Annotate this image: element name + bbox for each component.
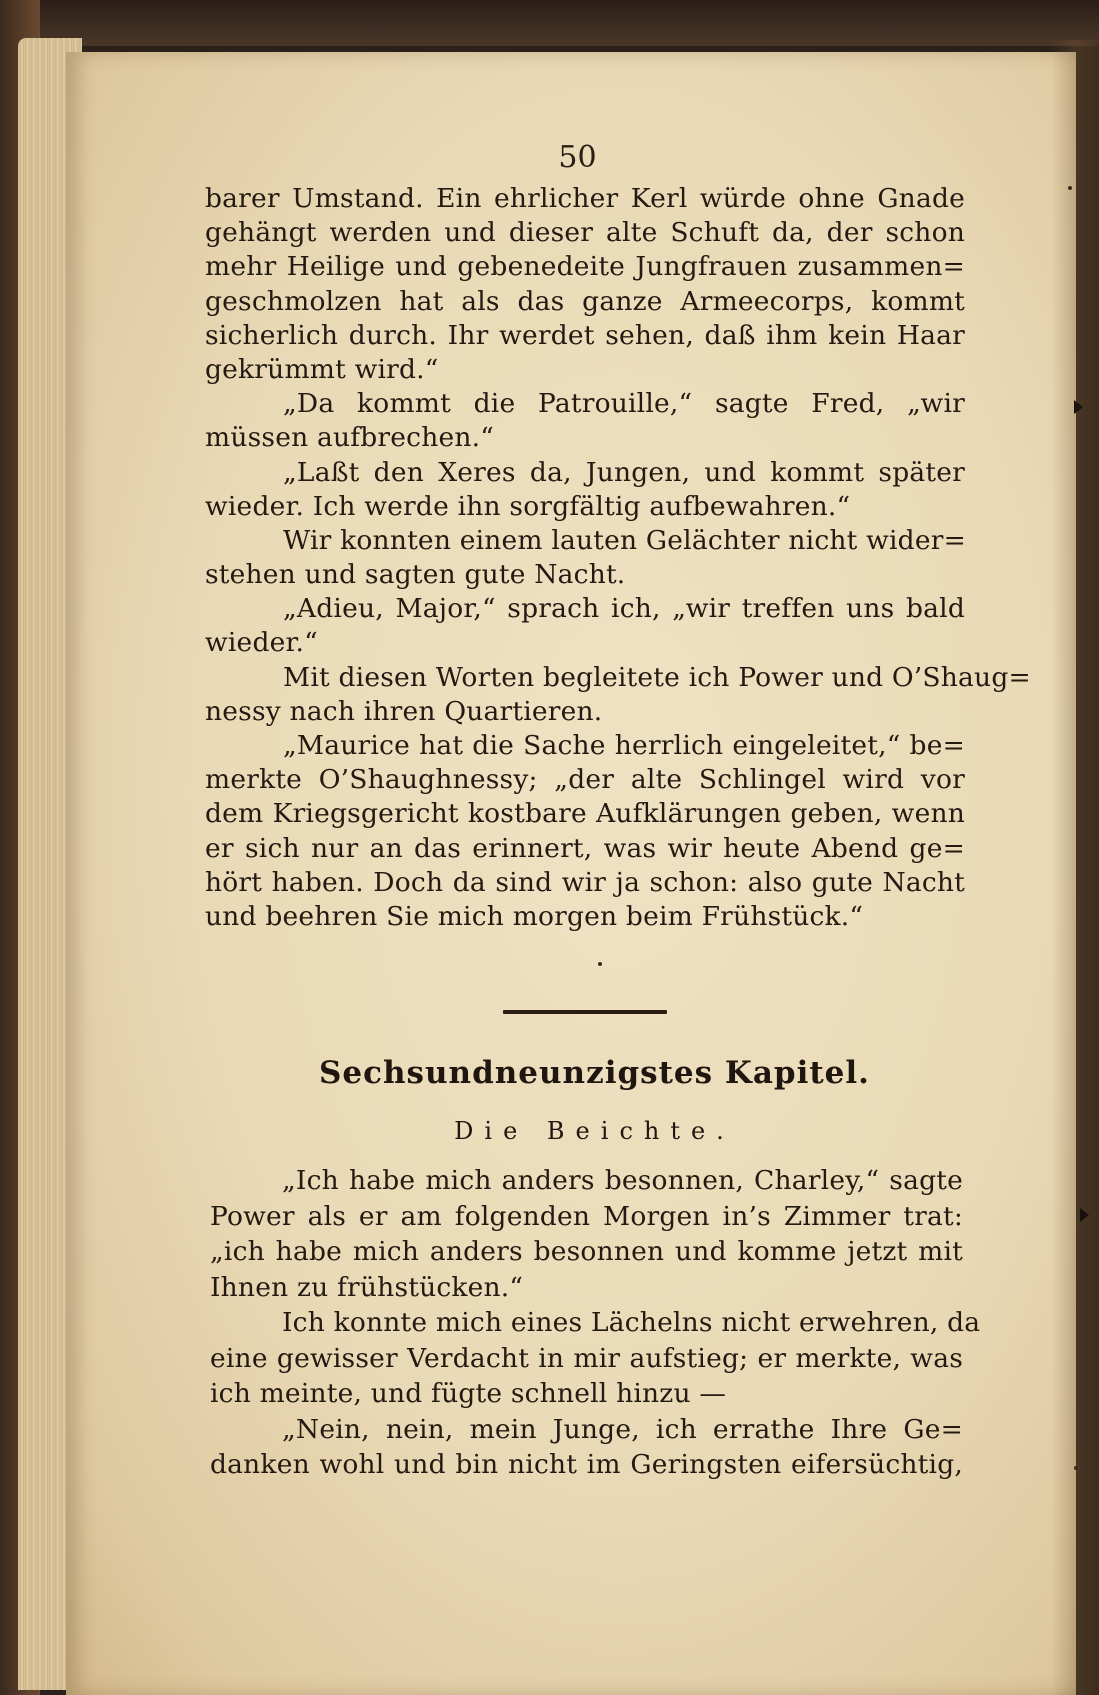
text-line: dem Kriegsgericht kostbare Aufklärungen geben, wenn [205, 798, 965, 830]
margin-speck [1068, 186, 1072, 190]
text-line: merkte O’Shaughnessy; „der alte Schlingel wird vor [205, 764, 965, 796]
text-line: Power als er am folgenden Morgen in’s Zimmer trat: [210, 1200, 963, 1232]
text-line: Ich konnte mich eines Lächelns nicht erwehren, da [282, 1307, 981, 1338]
text-line: eine gewisser Verdacht in mir aufstieg; er merkte, was [210, 1342, 963, 1374]
text-line: Wir konnten einem lauten Gelächter nicht wider= [283, 524, 966, 556]
text-line: Mit diesen Worten begleitete ich Power und O’Shaug= [283, 661, 1031, 693]
text-line: gehängt werden und dieser alte Schuft da, der schon [205, 217, 965, 249]
text-line: stehen und sagten gute Nacht. [205, 559, 626, 591]
text-line: „Da kommt die Patrouille,“ sagte Fred, „wir [283, 388, 965, 420]
chapter-title: Sechsundneunzigstes Kapitel. [319, 1055, 870, 1091]
text-line: er sich nur an das erinnert, was wir heute Abend ge= [205, 832, 965, 864]
section-separator-rule [503, 1010, 667, 1014]
text-line: „Maurice hat die Sache herrlich eingeleitet,“ be= [283, 730, 965, 761]
body-text-section-1 [205, 182, 1031, 934]
margin-mark [1074, 400, 1083, 414]
text-line: „Ich habe mich anders besonnen, Charley,“ sagte [282, 1165, 963, 1196]
text-line: Ihnen zu frühstücken.“ [210, 1271, 524, 1303]
text-line: danken wohl und bin nicht im Geringsten eifersüchtig, [210, 1449, 963, 1480]
text-line: gekrümmt wird.“ [205, 353, 439, 385]
page-speck [598, 962, 602, 966]
page-gutter-shadow [1051, 40, 1099, 1695]
text-line: geschmolzen hat als das ganze Armeecorps, kommt [205, 285, 965, 317]
text-line: und beehren Sie mich morgen beim Frühstück.“ [205, 900, 864, 932]
text-line: ich meinte, und fügte schnell hinzu — [210, 1378, 727, 1409]
text-line: sicherlich durch. Ihr werdet sehen, daß ihm kein Haar [205, 319, 965, 351]
text-line: hört haben. Doch da sind wir ja schon: also gute Nacht [205, 866, 965, 898]
body-text-section-2 [210, 1163, 981, 1483]
text-line: wieder. Ich werde ihn sorgfältig aufbewahren.“ [205, 490, 851, 522]
book-cover-top [0, 0, 1099, 46]
text-line: nessy nach ihren Quartieren. [205, 695, 603, 727]
margin-mark [1080, 1208, 1089, 1222]
page-number: 50 [558, 140, 597, 175]
text-line: „ich habe mich anders besonnen und komme jetzt mit [210, 1236, 963, 1267]
text-line: „Adieu, Major,“ sprach ich, „wir treffen uns bald [283, 593, 965, 625]
text-line: „Nein, nein, mein Junge, ich errathe Ihre Ge= [282, 1413, 963, 1445]
chapter-subtitle: Die Beichte. [454, 1117, 735, 1145]
margin-speck [1074, 1466, 1078, 1470]
text-line: mehr Heilige und gebenedeite Jungfrauen zusammen= [205, 251, 965, 283]
text-line: barer Umstand. Ein ehrlicher Kerl würde ohne Gnade [205, 183, 965, 214]
text-line: „Laßt den Xeres da, Jungen, und kommt später [283, 456, 965, 488]
text-line: wieder.“ [205, 627, 318, 659]
text-line: müssen aufbrechen.“ [205, 422, 494, 454]
